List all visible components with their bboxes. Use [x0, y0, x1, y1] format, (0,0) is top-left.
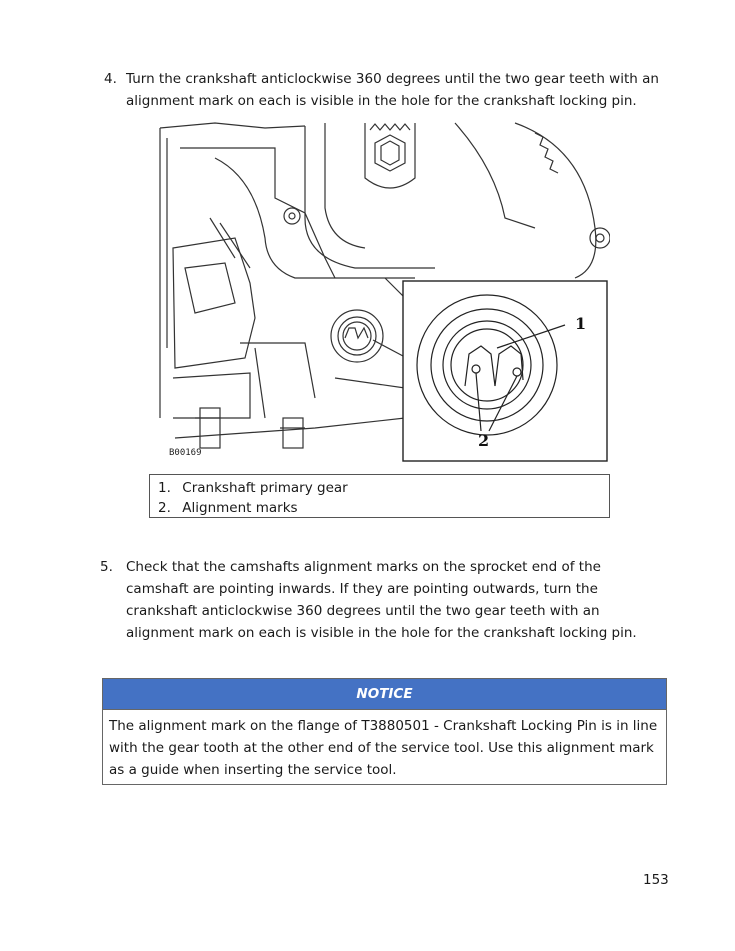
- step-5: [100, 556, 665, 644]
- notice-title: NOTICE: [103, 679, 666, 710]
- caption-label: Crankshaft primary gear: [182, 480, 348, 496]
- notice-box: [102, 678, 667, 785]
- step-5-number: 5.: [100, 559, 113, 575]
- page-number: 153: [643, 872, 669, 888]
- step-5-text: Check that the camshafts alignment marks on the sprocket end of the camshaft are pointing inwards. If they are pointing outwards, turn the crankshaft anticlockwise 360 degrees until the two gear teeth with an alignment mark on each is visible in the hole for the crankshaft locking pin.: [126, 559, 637, 641]
- step-4: [104, 68, 664, 112]
- notice-body: The alignment mark on the flange of T3880501 - Crankshaft Locking Pin is in line with the gear tooth at the other end of the service tool. Use this alignment mark as a guide when inserting the service tool.: [109, 718, 658, 778]
- caption-row: [158, 478, 609, 498]
- figure-caption-table: [149, 474, 610, 518]
- callout-2: 2: [478, 431, 490, 450]
- caption-label: Alignment marks: [182, 500, 298, 516]
- step-4-number: 4.: [104, 71, 117, 87]
- step-4-text: Turn the crankshaft anticlockwise 360 degrees until the two gear teeth with an alignment mark on each is visible in the hole for the crankshaft locking pin.: [126, 71, 659, 109]
- caption-row: [158, 498, 609, 518]
- callout-1: 1: [575, 314, 587, 333]
- caption-number: 2.: [158, 500, 171, 516]
- caption-number: 1.: [158, 480, 171, 496]
- figure-ref-code: B00169: [169, 448, 202, 458]
- engine-diagram: [155, 118, 610, 468]
